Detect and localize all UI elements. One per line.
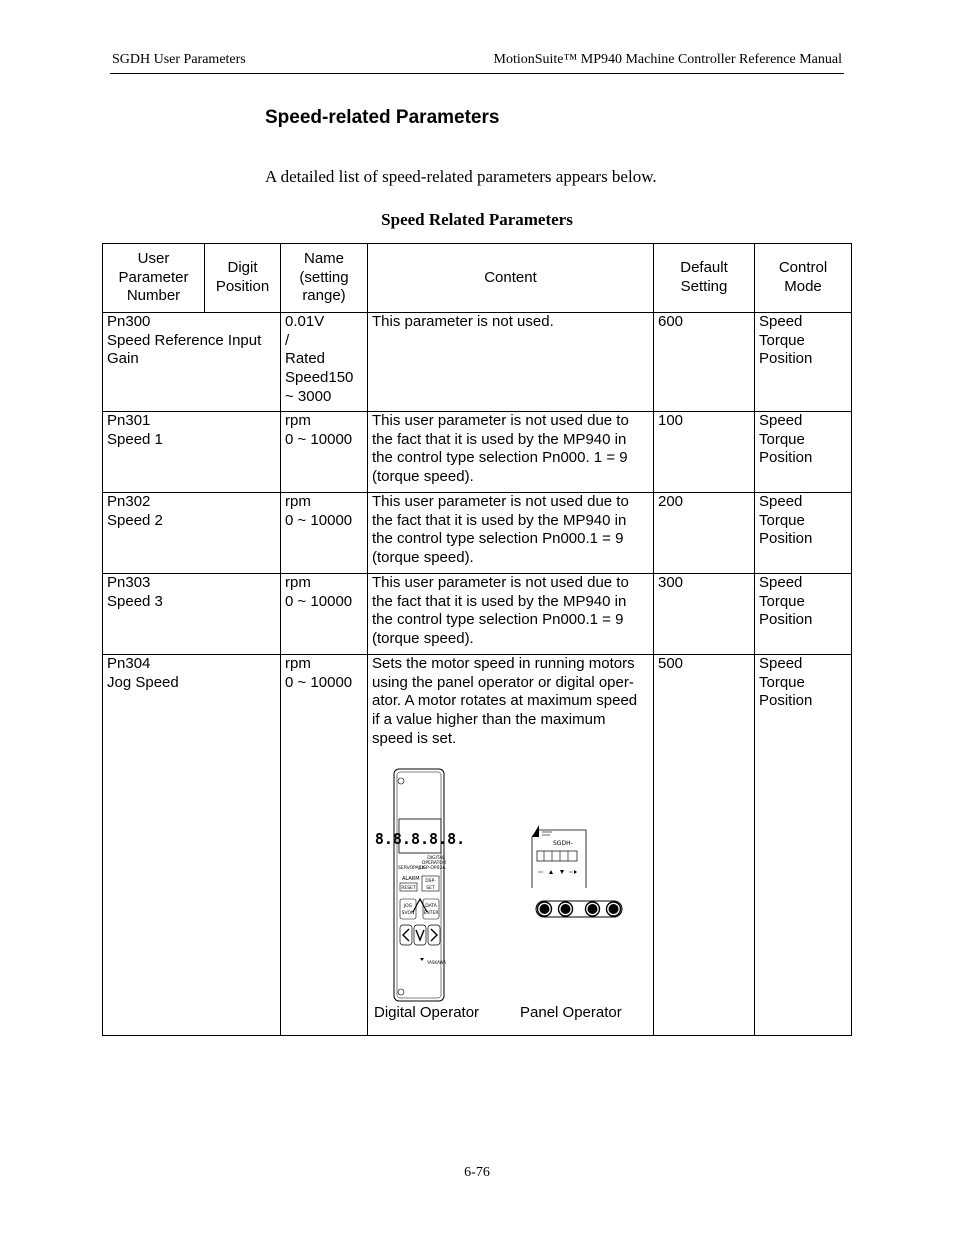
page-header-right: MotionSuite™ MP940 Machine Controller Reference Manual	[493, 52, 842, 67]
range-line: Rated	[285, 350, 326, 368]
mode-line: Torque	[759, 592, 805, 610]
range-line: 0 ~ 10000	[285, 430, 353, 448]
page-number: 6-76	[464, 1165, 490, 1180]
param-mode-cell	[755, 412, 852, 493]
param-content-cell	[368, 412, 654, 493]
content-line: using the panel operator or digital oper-	[372, 673, 634, 691]
panel-operator-caption: Panel Operator	[520, 1003, 622, 1021]
param-content-cell	[368, 655, 654, 1036]
header-line: Digit	[227, 259, 258, 277]
header-line: Position	[215, 278, 270, 295]
content-line: the control type selection Pn000. 1 = 9	[372, 449, 628, 467]
param-range-cell	[281, 412, 368, 493]
content-line: the fact that it is used by the MP940 in	[372, 592, 627, 610]
header-line: range)	[302, 287, 346, 305]
content-line: (torque speed).	[372, 630, 474, 648]
dsp-label: DSP-	[425, 878, 436, 884]
content-line: the fact that it is used by the MP940 in	[372, 511, 627, 529]
panel-up-icon	[549, 870, 553, 874]
header-line: Setting	[680, 278, 728, 295]
param-number: Pn303	[107, 574, 151, 591]
table-header-row	[103, 244, 852, 313]
col-header-name	[281, 244, 368, 313]
table-row	[103, 313, 852, 412]
panel-display	[537, 851, 577, 861]
default-value: 600	[658, 313, 684, 330]
param-default-cell	[654, 412, 755, 493]
mode-line: Speed	[759, 493, 803, 510]
param-number: Pn304	[107, 655, 151, 672]
param-label: Speed 3	[107, 592, 163, 610]
mode-line: Position	[759, 611, 813, 629]
header-line: Content	[484, 268, 537, 286]
panel-down-icon	[560, 870, 564, 874]
table-row	[103, 493, 852, 574]
mode-line: Torque	[759, 430, 805, 448]
header-line: User	[137, 249, 170, 267]
param-range-cell	[281, 493, 368, 574]
param-range-cell	[281, 313, 368, 412]
param-default-cell	[654, 313, 755, 412]
header-line: (setting	[299, 268, 349, 286]
col-header-number	[103, 244, 205, 313]
section-title: Speed-related Parameters	[265, 107, 500, 128]
table-row	[103, 412, 852, 493]
mode-line: Torque	[759, 331, 805, 349]
content-line: the fact that it is used by the MP940 in	[372, 430, 627, 448]
col-header-mode	[755, 244, 852, 313]
param-number-cell	[103, 412, 281, 493]
param-range-cell	[281, 574, 368, 655]
mode-line: Position	[759, 530, 813, 548]
range-line: 0.01V	[285, 313, 325, 330]
mode-line: Speed	[759, 313, 803, 330]
table-row	[103, 655, 852, 1036]
operator-figures	[372, 763, 649, 1033]
panel-enter-icon	[574, 870, 577, 874]
param-default-cell	[654, 574, 755, 655]
jog-label: JOG	[403, 903, 413, 909]
range-line: rpm	[285, 412, 311, 429]
mode-line: Speed	[759, 655, 803, 672]
mode-line: Position	[759, 350, 813, 368]
param-label: Speed 1	[107, 430, 163, 448]
panel-model-label: SGDH-	[553, 839, 573, 847]
data-label: DATA	[425, 903, 437, 909]
enter-label: ENTER	[423, 910, 439, 916]
content-line: speed is set.	[372, 729, 457, 747]
intro-paragraph: A detailed list of speed-related parameters appears below.	[265, 167, 657, 186]
digital-operator-caption: Digital Operator	[374, 1003, 480, 1021]
content-line: This user parameter is not used due to	[372, 412, 629, 429]
col-header-digit	[205, 244, 281, 313]
content-line: the control type selection Pn000.1 = 9	[372, 530, 624, 548]
param-number: Pn301	[107, 412, 151, 429]
alarm-label: ALARM	[402, 875, 420, 882]
default-value: 300	[658, 574, 684, 591]
range-line: rpm	[285, 493, 311, 510]
parameters-table	[102, 243, 852, 1036]
mode-line: Torque	[759, 673, 805, 691]
col-header-default	[654, 244, 755, 313]
content-line: This user parameter is not used due to	[372, 574, 629, 591]
param-number: Pn302	[107, 493, 151, 510]
content-line: the control type selection Pn000.1 = 9	[372, 611, 624, 629]
header-line: Control	[778, 259, 828, 277]
svon-label: SVON	[401, 910, 415, 916]
table-caption: Speed Related Parameters	[381, 210, 573, 229]
content-line: ator. A motor rotates at maximum speed	[372, 692, 638, 710]
range-line: ~ 3000	[285, 387, 332, 405]
header-line: Mode	[784, 278, 822, 295]
mode-line: Speed	[759, 412, 803, 429]
range-line: 0 ~ 10000	[285, 673, 353, 691]
param-number: Pn300	[107, 313, 151, 330]
page-header-left: SGDH User Parameters	[112, 52, 246, 67]
param-label: Speed Reference Input	[107, 331, 262, 349]
param-content-cell	[368, 574, 654, 655]
param-content-cell	[368, 493, 654, 574]
range-line: 0 ~ 10000	[285, 511, 353, 529]
default-value: 500	[658, 655, 684, 672]
param-content-cell	[368, 313, 654, 412]
param-default-cell	[654, 655, 755, 1036]
content-line: This user parameter is not used due to	[372, 493, 629, 510]
range-line: rpm	[285, 574, 311, 591]
header-line: Number	[126, 287, 181, 305]
content-line: Sets the motor speed in running motors	[372, 655, 635, 672]
param-mode-cell	[755, 574, 852, 655]
operator-label: OPERATOR	[421, 860, 447, 866]
header-line: Parameter	[118, 268, 189, 286]
param-default-cell	[654, 493, 755, 574]
content-line: (torque speed).	[372, 549, 474, 567]
reset-key-label: RESET	[401, 885, 416, 891]
col-header-content	[368, 244, 654, 313]
param-number-cell	[103, 493, 281, 574]
content-line: This parameter is not used.	[372, 313, 554, 330]
panel-operator-illustration	[372, 763, 650, 1003]
range-line: Speed150	[285, 369, 354, 387]
mode-line: Speed	[759, 574, 803, 591]
param-mode-cell	[755, 655, 852, 1036]
content-line: (torque speed).	[372, 468, 474, 486]
param-label: Gain	[107, 350, 139, 368]
default-value: 100	[658, 412, 684, 429]
range-line: rpm	[285, 655, 311, 672]
param-mode-cell	[755, 493, 852, 574]
brand-label: YASKAWA	[427, 959, 446, 965]
servopack-label: SERVOPACK	[398, 865, 425, 871]
mode-line: Position	[759, 449, 813, 467]
param-label: Jog Speed	[107, 673, 179, 691]
content-line: if a value higher than the maximum	[372, 711, 606, 729]
param-range-cell	[281, 655, 368, 1036]
range-line: /	[285, 331, 290, 349]
param-mode-cell	[755, 313, 852, 412]
range-line: 0 ~ 10000	[285, 592, 353, 610]
set-label: SET	[426, 885, 435, 891]
digital-label: DIGITAL	[427, 855, 445, 861]
param-number-cell	[103, 574, 281, 655]
param-number-cell	[103, 313, 281, 412]
param-label: Speed 2	[107, 511, 163, 529]
table-row	[103, 574, 852, 655]
header-line: Default	[680, 259, 728, 277]
header-rule	[110, 73, 844, 74]
header-line: Name	[303, 249, 344, 267]
default-value: 200	[658, 493, 684, 510]
mode-line: Torque	[759, 511, 805, 529]
mode-line: Position	[759, 692, 813, 710]
model-label: JUSP-OP02A	[418, 865, 446, 871]
operator-display-text: 8.8.8.8.8.	[374, 829, 466, 848]
param-number-cell	[103, 655, 281, 1036]
